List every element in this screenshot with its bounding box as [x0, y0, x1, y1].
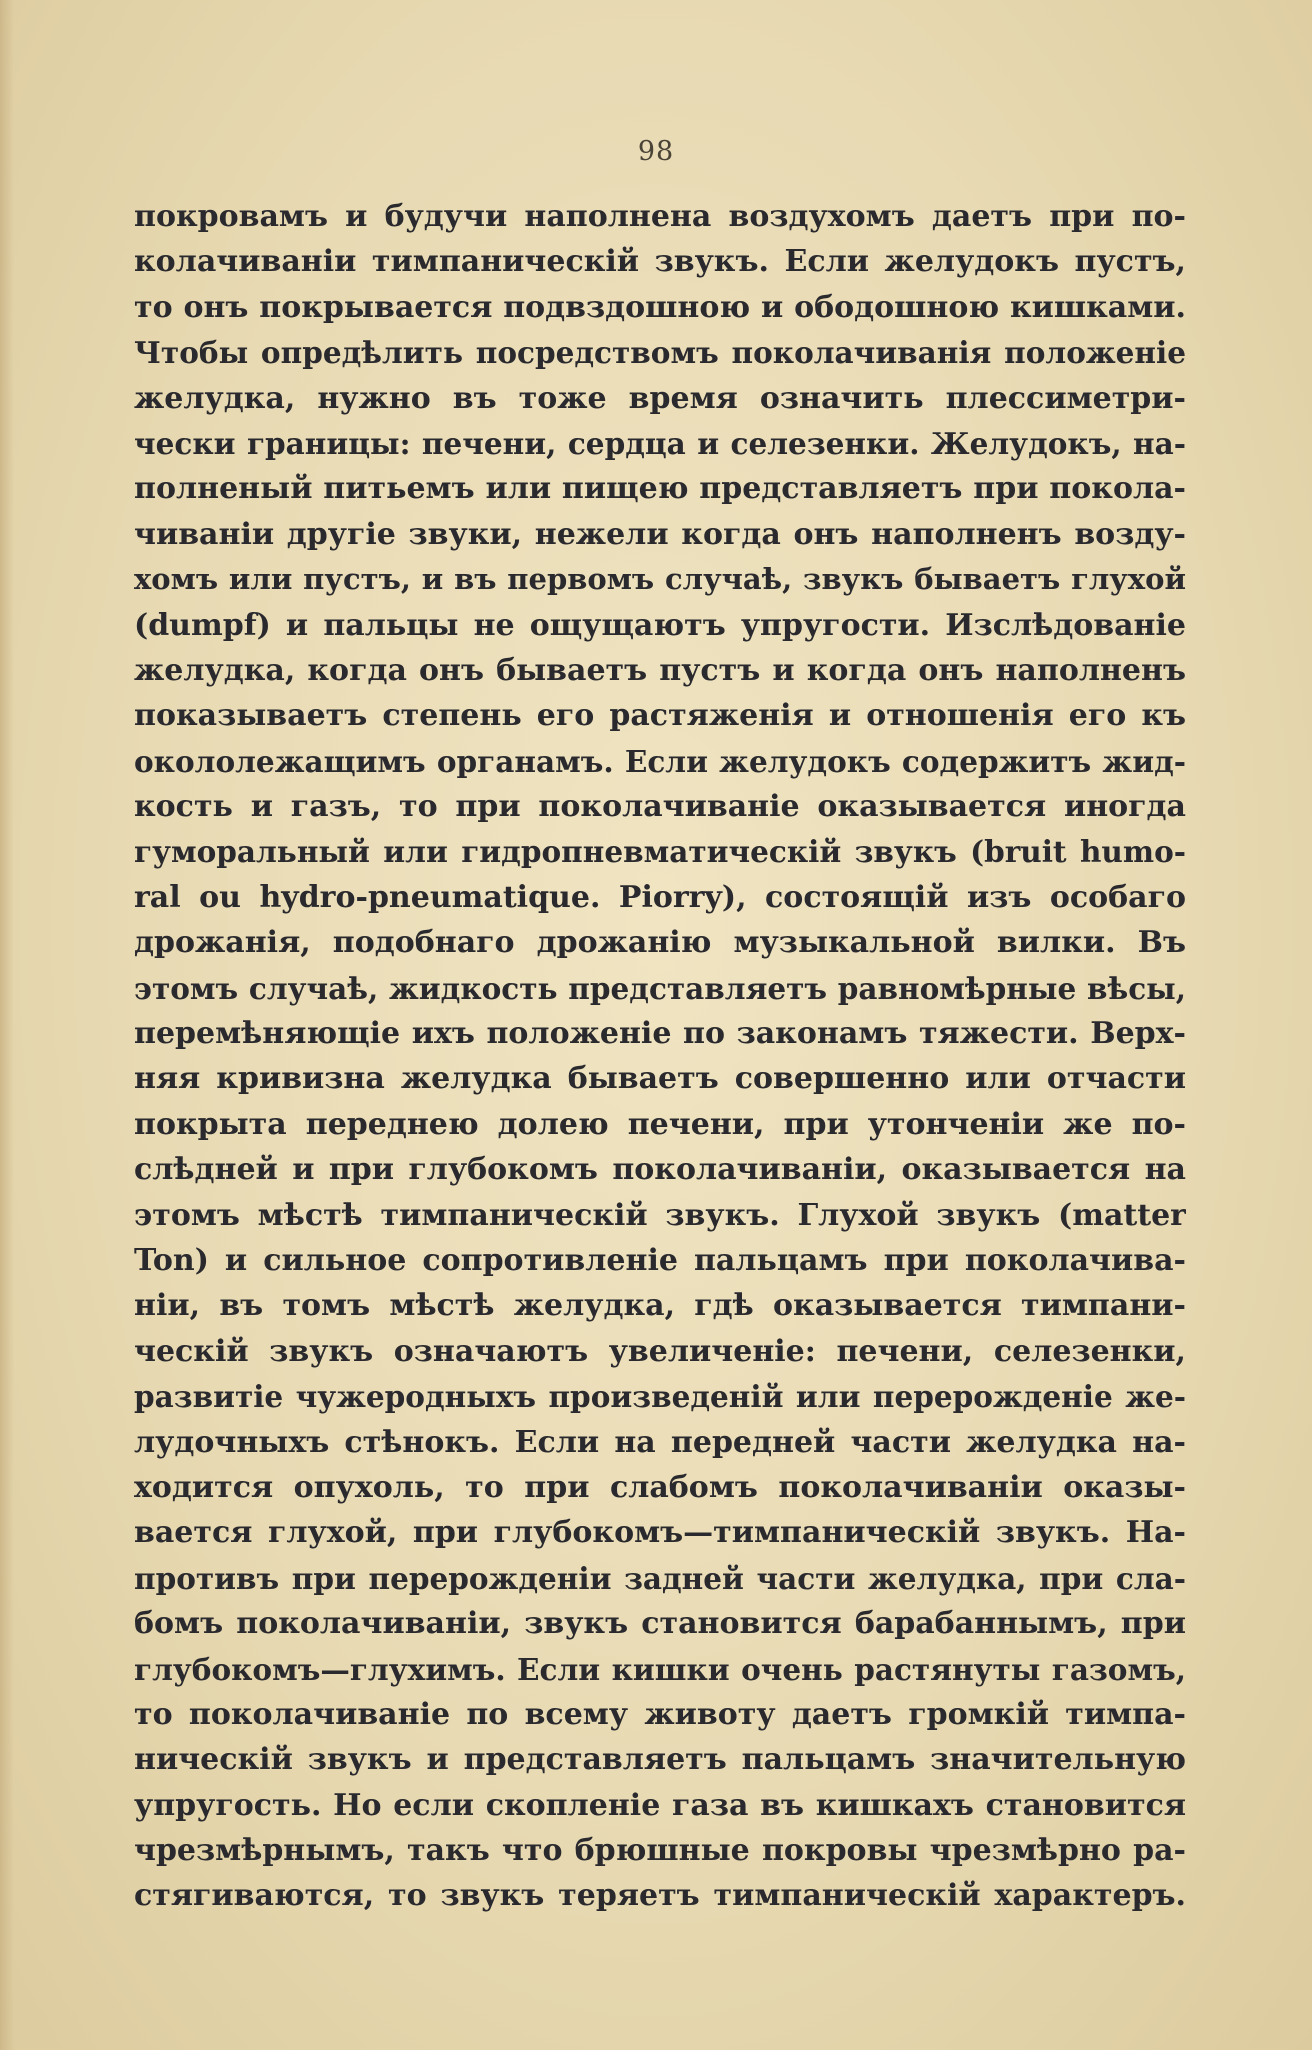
text-line-5: желудка, нужно въ тоже время означить плессиметри-: [134, 380, 1186, 416]
text-line-28: лудочныхъ стѣнокъ. Если на передней части желудка на-: [134, 1424, 1186, 1460]
text-line-9: хомъ или пустъ, и въ первомъ случаѣ, звукъ бываетъ глухой: [134, 562, 1186, 597]
text-line-13: окололежащимъ органамъ. Если желудокъ содержитъ жид-: [134, 743, 1186, 779]
text-line-23: этомъ мѣстѣ тимпаническій звукъ. Глухой звукъ (matter: [134, 1197, 1186, 1233]
text-line-6: чески границы: печени, сердца и селезенки. Желудокъ, на-: [134, 425, 1186, 461]
text-line-11: желудка, когда онъ бываетъ пустъ и когда онъ наполненъ: [134, 652, 1186, 688]
text-line-37: чрезмѣрнымъ, такъ что брюшные покровы чрезмѣрно ра-: [134, 1833, 1186, 1869]
text-line-14: кость и газъ, то при поколачиваніе оказывается иногда: [134, 789, 1186, 825]
page-number: 98: [637, 136, 675, 167]
text-line-18: этомъ случаѣ, жидкость представляетъ равномѣрные вѣсы,: [134, 970, 1186, 1006]
text-line-21: покрыта переднею долею печени, при утонченіи же по-: [134, 1106, 1186, 1142]
text-line-1: покровамъ и будучи наполнена воздухомъ даетъ при по-: [134, 199, 1186, 234]
text-line-36: упругость. Но если скопленіе газа въ кишкахъ становится: [134, 1787, 1186, 1823]
body-text: [134, 194, 1186, 1919]
text-line-35: ническій звукъ и представляетъ пальцамъ значительную: [134, 1742, 1186, 1778]
text-line-29: ходится опухоль, то при слабомъ поколачиваніи оказы-: [134, 1469, 1186, 1505]
text-line-8: чиваніи другіе звуки, нежели когда онъ наполненъ возду-: [134, 516, 1186, 552]
page-edge-shadow: [0, 0, 14, 2050]
text-line-2: колачиваніи тимпаническій звукъ. Если желудокъ пустъ,: [134, 244, 1186, 280]
text-line-10: (dumpf) и пальцы не ощущаютъ упругости. Изслѣдованіе: [134, 607, 1186, 643]
text-line-27: развитіе чужеродныхъ произведеній или перерожденіе же-: [134, 1379, 1186, 1415]
text-line-22: слѣдней и при глубокомъ поколачиваніи, оказывается на: [134, 1152, 1186, 1188]
text-line-34: то поколачиваніе по всему животу даетъ громкій тимпа-: [134, 1696, 1186, 1732]
text-line-17: дрожанія, подобнаго дрожанію музыкальной вилки. Въ: [134, 925, 1186, 961]
text-line-4: Чтобы опредѣлить посредствомъ поколачиванія положеніе: [134, 335, 1186, 371]
text-line-24: Ton) и сильное сопротивленіе пальцамъ при поколачива-: [134, 1242, 1186, 1278]
text-line-20: няя кривизна желудка бываетъ совершенно или отчасти: [134, 1061, 1186, 1097]
text-line-19: перемѣняющіе ихъ положеніе по законамъ тяжести. Верх-: [134, 1016, 1186, 1052]
text-line-3: то онъ покрывается подвздошною и ободошною кишками.: [134, 289, 1186, 325]
text-line-15: гуморальный или гидропневматическій звукъ (bruit humo-: [134, 834, 1186, 870]
text-line-16: ral ou hydro-pneumatique. Piorry), состоящій изъ особаго: [134, 879, 1186, 915]
text-line-38: стягиваются, то звукъ теряетъ тимпаническій характеръ.: [134, 1878, 1186, 1914]
text-line-32: бомъ поколачиваніи, звукъ становится барабаннымъ, при: [134, 1606, 1186, 1642]
text-line-31: противъ при перерожденіи задней части желудка, при сла-: [134, 1560, 1186, 1596]
text-line-33: глубокомъ—глухимъ. Если кишки очень растянуты газомъ,: [134, 1651, 1186, 1687]
text-line-30: вается глухой, при глубокомъ—тимпаническій звукъ. На-: [134, 1515, 1186, 1551]
text-line-7: полненый питьемъ или пищею представляетъ при покола-: [134, 471, 1186, 507]
text-line-26: ческій звукъ означаютъ увеличеніе: печени, селезенки,: [134, 1333, 1186, 1369]
text-line-25: ніи, въ томъ мѣстѣ желудка, гдѣ оказывается тимпани-: [134, 1288, 1186, 1324]
text-line-12: показываетъ степень его растяженія и отношенія его къ: [134, 698, 1186, 734]
